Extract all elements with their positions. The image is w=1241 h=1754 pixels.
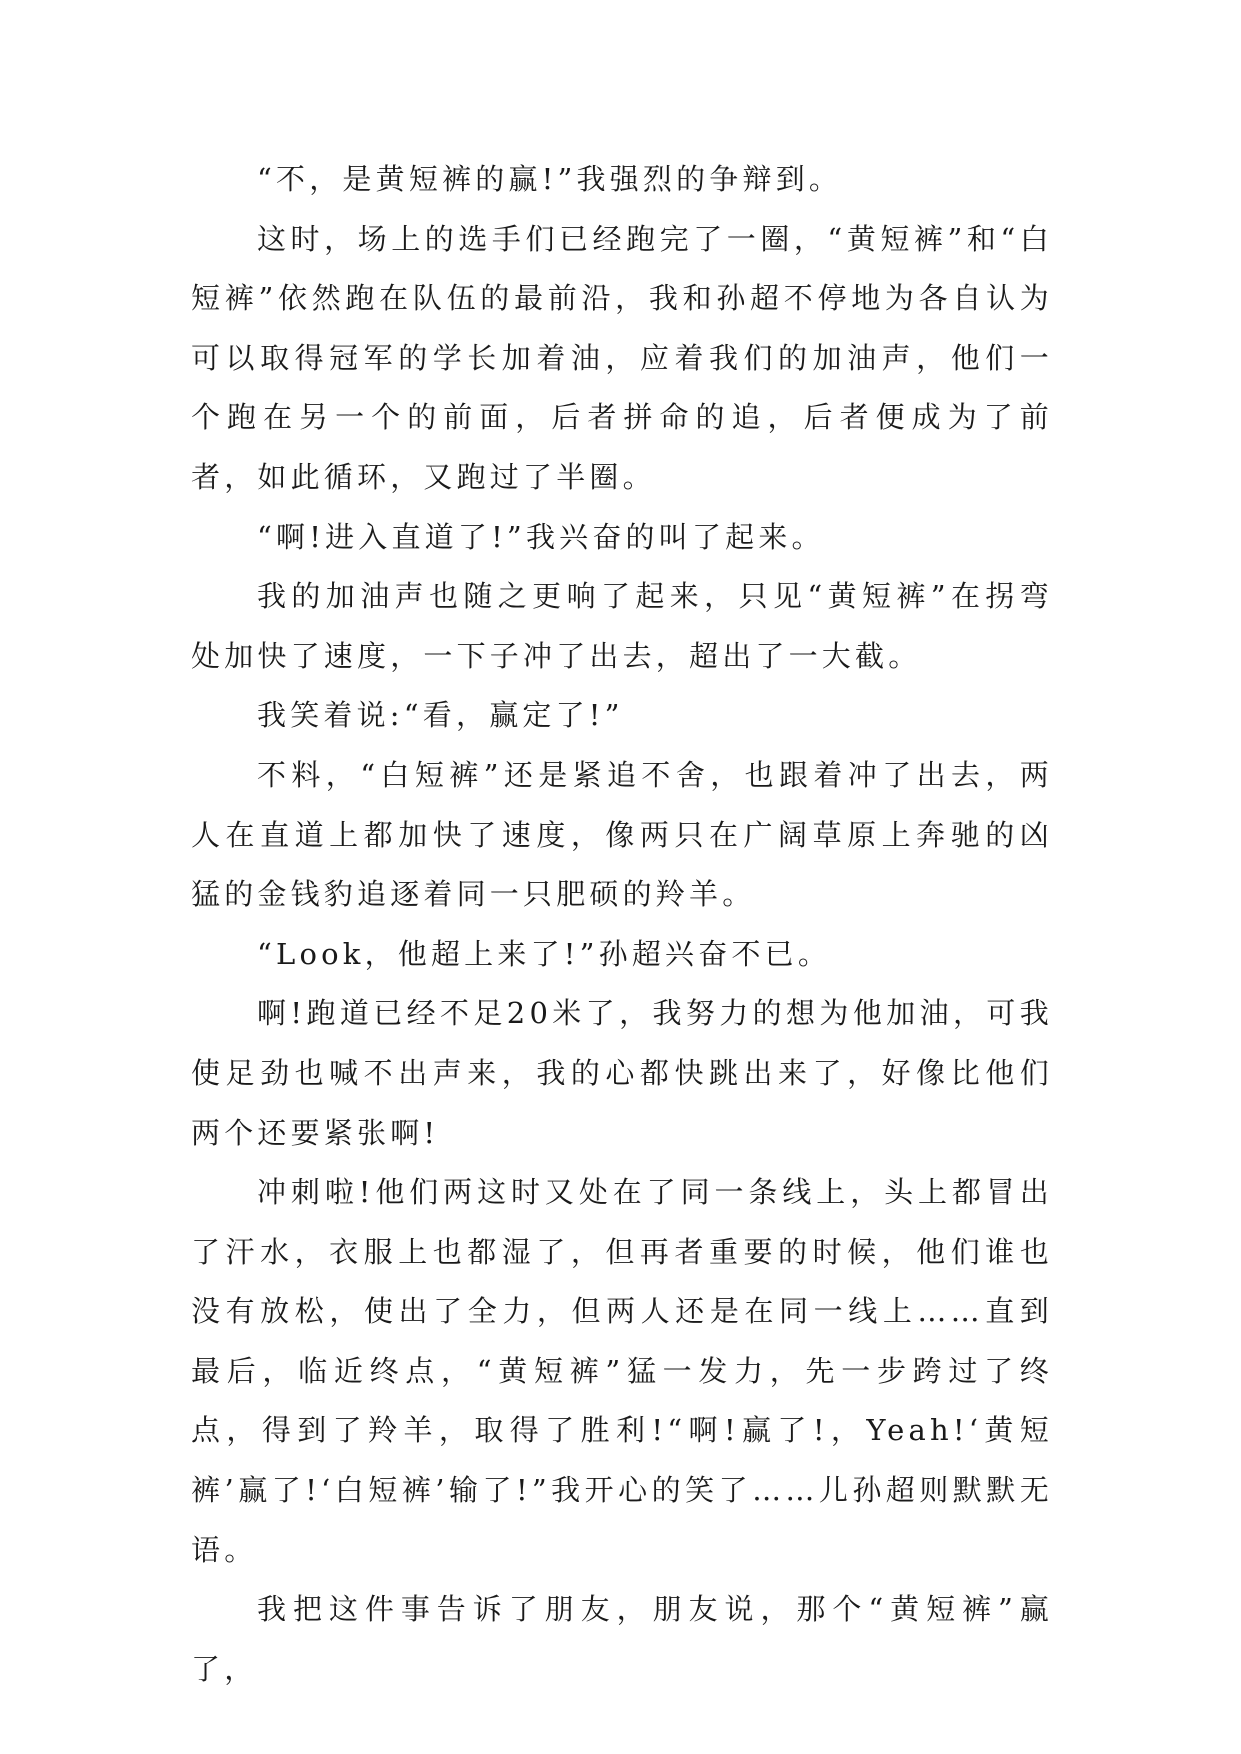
paragraph: 我把这件事告诉了朋友，朋友说，那个“黄短裤”赢了， bbox=[191, 1592, 1053, 1686]
paragraph: 不料，“白短裤”还是紧追不舍，也跟着冲了出去，两人在直道上都加快了速度，像两只在广阔草原上奔驰的凶猛的金钱豹追逐着同一只肥硕的羚羊。 bbox=[191, 757, 1053, 912]
paragraph: “啊!进入直道了!”我兴奋的叫了起来。 bbox=[257, 519, 825, 554]
paragraph: 我笑着说:“看，赢定了!” bbox=[257, 698, 624, 733]
paragraph: 冲刺啦!他们两这时又处在了同一条线上，头上都冒出了汗水，衣服上也都湿了，但再者重要的时候，他们谁也没有放松，使出了全力，但两人还是在同一线上……直到最后，临近终点，“黄短裤”猛一发力，先一步跨过了终点，得到了羚羊，取得了胜利!“啊!赢了!，Yeah!‘黄短裤’赢了!‘白短裤’输了!”我开心的笑了……儿孙超则默默无语。 bbox=[191, 1175, 1053, 1567]
paragraph: 这时，场上的选手们已经跑完了一圈，“黄短裤”和“白短裤”依然跑在队伍的最前沿，我和孙超不停地为各自认为可以取得冠军的学长加着油，应着我们的加油声，他们一个跑在另一个的前面，后者拼命的追，后者便成为了前者，如此循环，又跑过了半圈。 bbox=[191, 221, 1053, 494]
paragraph: 啊!跑道已经不足20米了，我努力的想为他加油，可我使足劲也喊不出声来，我的心都快跳出来了，好像比他们两个还要紧张啊! bbox=[191, 996, 1053, 1150]
paragraph: “Look，他超上来了!”孙超兴奋不已。 bbox=[257, 936, 832, 971]
paragraph: “不，是黄短裤的赢!”我强烈的争辩到。 bbox=[257, 162, 843, 196]
paragraph: 我的加油声也随之更响了起来，只见“黄短裤”在拐弯处加快了速度，一下子冲了出去，超出了一大截。 bbox=[191, 579, 1053, 673]
body-text bbox=[191, 150, 1053, 1699]
